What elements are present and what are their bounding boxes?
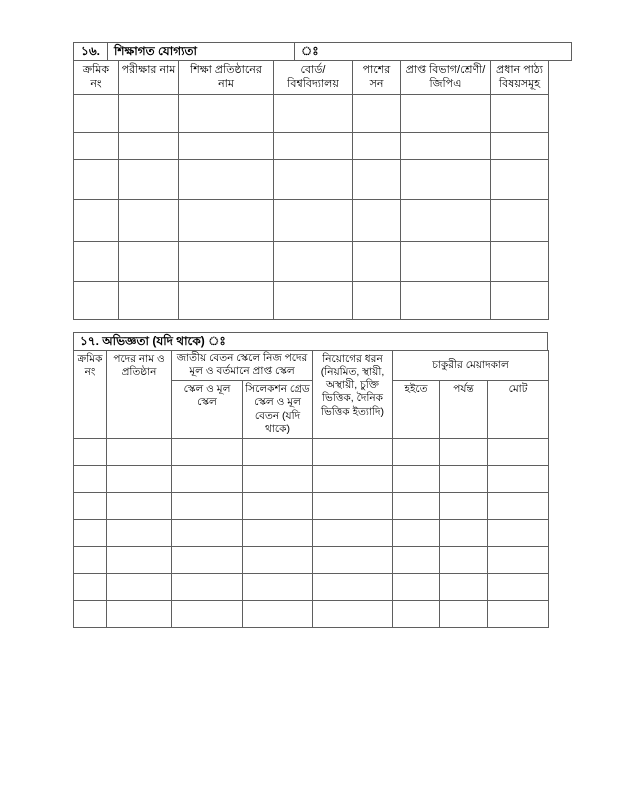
experience-empty-row xyxy=(74,438,549,465)
experience-col-total: মোট xyxy=(488,381,549,439)
education-section-title: শিক্ষাগত যোগ্যতা xyxy=(108,43,295,61)
empty-cell xyxy=(243,546,313,573)
empty-cell xyxy=(179,241,274,281)
empty-cell xyxy=(119,241,179,281)
empty-cell xyxy=(274,281,353,319)
empty-cell xyxy=(488,573,549,600)
empty-cell xyxy=(74,438,107,465)
empty-cell xyxy=(440,519,488,546)
education-empty-row xyxy=(74,199,549,241)
experience-col-service-period-group: চাকুরীর মেয়াদকাল xyxy=(393,351,549,381)
empty-cell xyxy=(107,438,172,465)
empty-cell xyxy=(243,573,313,600)
experience-empty-row xyxy=(74,492,549,519)
empty-cell xyxy=(313,519,393,546)
empty-cell xyxy=(353,132,401,159)
empty-cell xyxy=(491,281,549,319)
empty-cell xyxy=(313,546,393,573)
empty-cell xyxy=(74,159,119,199)
empty-cell xyxy=(179,281,274,319)
experience-col-pay-scale-group: জাতীয় বেতন স্কেলে নিজ পদের মূল ও বর্তমানে প্রাপ্ত স্কেল xyxy=(172,351,313,381)
empty-cell xyxy=(313,465,393,492)
empty-cell xyxy=(74,94,119,132)
education-table xyxy=(73,60,549,320)
empty-cell xyxy=(74,573,107,600)
empty-cell xyxy=(393,600,440,627)
education-empty-row xyxy=(74,241,549,281)
empty-cell xyxy=(440,492,488,519)
empty-cell xyxy=(179,199,274,241)
empty-cell xyxy=(74,199,119,241)
empty-cell xyxy=(401,241,491,281)
education-col-subjects: প্রধান পাঠ্য বিষয়সমূহ xyxy=(491,61,549,95)
empty-cell xyxy=(440,600,488,627)
empty-cell xyxy=(274,159,353,199)
experience-col-scale-basic: স্কেল ও মূল স্কেল xyxy=(172,381,243,439)
empty-cell xyxy=(172,600,243,627)
experience-col-employment-type: নিয়োগের ধরন (নিয়মিত, স্থায়ী, অস্থায়ী, চুক্তি ভিত্তিক, দৈনিক ভিত্তিক ইত্যাদি) xyxy=(313,351,393,439)
education-col-serial: ক্রমিক নং xyxy=(74,61,119,95)
empty-cell xyxy=(172,465,243,492)
empty-cell xyxy=(393,465,440,492)
empty-cell xyxy=(119,199,179,241)
empty-cell xyxy=(74,241,119,281)
empty-cell xyxy=(179,132,274,159)
empty-cell xyxy=(488,438,549,465)
empty-cell xyxy=(488,492,549,519)
empty-cell xyxy=(107,573,172,600)
empty-cell xyxy=(243,600,313,627)
experience-empty-row xyxy=(74,465,549,492)
empty-cell xyxy=(353,241,401,281)
education-empty-row xyxy=(74,132,549,159)
empty-cell xyxy=(488,600,549,627)
education-empty-row xyxy=(74,94,549,132)
empty-cell xyxy=(274,94,353,132)
empty-cell xyxy=(491,199,549,241)
empty-cell xyxy=(243,492,313,519)
experience-section-title: ১৭. অভিজ্ঞতা (যদি থাকে) ঃ xyxy=(74,333,548,351)
education-empty-row xyxy=(74,281,549,319)
empty-cell xyxy=(243,519,313,546)
empty-cell xyxy=(491,94,549,132)
empty-cell xyxy=(172,438,243,465)
empty-cell xyxy=(119,94,179,132)
empty-cell xyxy=(107,492,172,519)
education-section xyxy=(73,42,548,320)
empty-cell xyxy=(119,132,179,159)
empty-cell xyxy=(313,573,393,600)
empty-cell xyxy=(107,546,172,573)
experience-col-selection-grade: সিলেকশন গ্রেড স্কেল ও মূল বেতন (যদি থাকে) xyxy=(243,381,313,439)
empty-cell xyxy=(353,94,401,132)
experience-empty-row xyxy=(74,600,549,627)
empty-cell xyxy=(74,492,107,519)
empty-cell xyxy=(179,94,274,132)
experience-title-row xyxy=(73,332,548,351)
education-empty-row xyxy=(74,159,549,199)
empty-cell xyxy=(119,159,179,199)
empty-cell xyxy=(74,519,107,546)
empty-cell xyxy=(393,492,440,519)
empty-cell xyxy=(393,519,440,546)
education-title-row xyxy=(73,42,572,61)
empty-cell xyxy=(313,600,393,627)
empty-cell xyxy=(488,546,549,573)
empty-cell xyxy=(440,546,488,573)
empty-cell xyxy=(393,546,440,573)
empty-cell xyxy=(107,465,172,492)
experience-col-to: পর্যন্ত xyxy=(440,381,488,439)
education-col-board: বোর্ড/বিশ্ববিদ্যালয় xyxy=(274,61,353,95)
experience-col-serial: ক্রমিক নং xyxy=(74,351,107,439)
education-col-pass-year: পাশের সন xyxy=(353,61,401,95)
empty-cell xyxy=(401,159,491,199)
empty-cell xyxy=(313,492,393,519)
empty-cell xyxy=(172,573,243,600)
experience-col-from: হইতে xyxy=(393,381,440,439)
empty-cell xyxy=(172,546,243,573)
empty-cell xyxy=(491,241,549,281)
empty-cell xyxy=(274,199,353,241)
empty-cell xyxy=(353,199,401,241)
education-col-result: প্রাপ্ত বিভাগ/শ্রেণী/জিপিএ xyxy=(401,61,491,95)
empty-cell xyxy=(401,94,491,132)
empty-cell xyxy=(440,573,488,600)
experience-col-post: পদের নাম ও প্রতিষ্ঠান xyxy=(107,351,172,439)
empty-cell xyxy=(243,465,313,492)
experience-table xyxy=(73,350,549,628)
experience-section xyxy=(73,332,548,628)
empty-cell xyxy=(488,519,549,546)
empty-cell xyxy=(179,159,274,199)
empty-cell xyxy=(74,281,119,319)
empty-cell xyxy=(440,465,488,492)
experience-empty-row xyxy=(74,546,549,573)
experience-empty-row xyxy=(74,573,549,600)
empty-cell xyxy=(491,159,549,199)
empty-cell xyxy=(353,159,401,199)
empty-cell xyxy=(393,438,440,465)
empty-cell xyxy=(274,241,353,281)
empty-cell xyxy=(488,465,549,492)
empty-cell xyxy=(74,600,107,627)
empty-cell xyxy=(172,519,243,546)
education-col-exam: পরীক্ষার নাম xyxy=(119,61,179,95)
empty-cell xyxy=(74,465,107,492)
empty-cell xyxy=(107,519,172,546)
empty-cell xyxy=(274,132,353,159)
empty-cell xyxy=(393,573,440,600)
education-section-number: ১৬. xyxy=(74,43,108,61)
empty-cell xyxy=(401,132,491,159)
experience-empty-row xyxy=(74,519,549,546)
empty-cell xyxy=(401,199,491,241)
empty-cell xyxy=(119,281,179,319)
empty-cell xyxy=(74,132,119,159)
empty-cell xyxy=(107,600,172,627)
empty-cell xyxy=(243,438,313,465)
empty-cell xyxy=(74,546,107,573)
education-title-colon: ঃ xyxy=(295,43,572,61)
empty-cell xyxy=(172,492,243,519)
empty-cell xyxy=(401,281,491,319)
empty-cell xyxy=(491,132,549,159)
education-col-institution: শিক্ষা প্রতিষ্ঠানের নাম xyxy=(179,61,274,95)
empty-cell xyxy=(440,438,488,465)
empty-cell xyxy=(313,438,393,465)
empty-cell xyxy=(353,281,401,319)
